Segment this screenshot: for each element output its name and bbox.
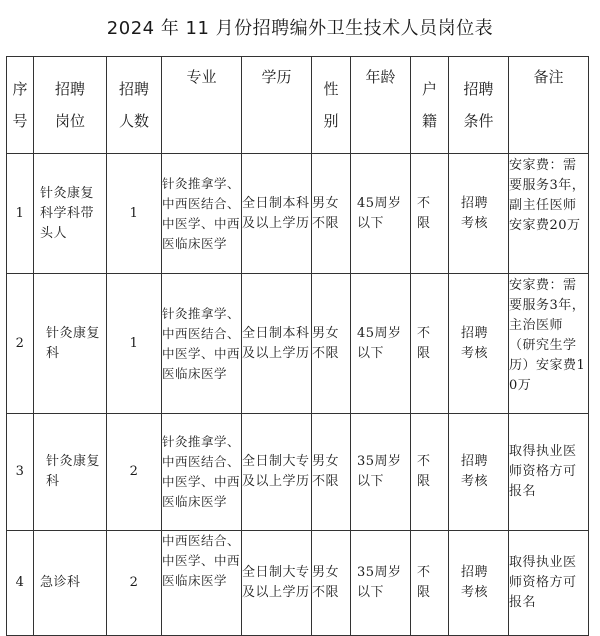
table-row — [7, 531, 589, 636]
row-method: 招聘考核 — [449, 154, 509, 274]
header-method: 招聘条件 — [449, 57, 509, 154]
header-remarks: 备注 — [509, 57, 589, 154]
row-major: 针灸推拿学、中西医结合、中医学、中西医临床医学 — [162, 274, 242, 414]
row-count: 2 — [107, 414, 162, 531]
row-count: 1 — [107, 154, 162, 274]
row-seq: 2 — [7, 274, 34, 414]
row-major: 针灸推拿学、中西医结合、中医学、中西医临床医学 — [162, 414, 242, 531]
row-method: 招聘考核 — [449, 414, 509, 531]
row-major: 针灸推拿学、中西医结合、中医学、中西医临床医学 — [162, 154, 242, 274]
row-education: 全日制本科及以上学历 — [242, 154, 312, 274]
row-education: 全日制大专及以上学历 — [242, 531, 312, 636]
header-seq: 序号 — [7, 57, 34, 154]
row-count: 1 — [107, 274, 162, 414]
row-age: 35周岁以下 — [351, 414, 411, 531]
row-major: 中西医结合、中医学、中西医临床医学 — [162, 531, 242, 636]
header-major: 专业 — [162, 57, 242, 154]
header-position: 招聘岗位 — [34, 57, 107, 154]
table-row — [7, 414, 589, 531]
row-remarks: 安家费：需要服务3年，副主任医师安家费20万 — [509, 154, 589, 274]
row-remarks: 取得执业医师资格方可报名 — [509, 414, 589, 531]
row-gender: 男女不限 — [312, 274, 351, 414]
row-position: 针灸康复科 — [34, 414, 107, 531]
row-method: 招聘考核 — [449, 274, 509, 414]
header-row — [7, 57, 589, 154]
row-age: 35周岁以下 — [351, 531, 411, 636]
row-education: 全日制本科及以上学历 — [242, 274, 312, 414]
header-gender: 性别 — [312, 57, 351, 154]
row-age: 45周岁以下 — [351, 274, 411, 414]
row-seq: 4 — [7, 531, 34, 636]
row-education: 全日制大专及以上学历 — [242, 414, 312, 531]
table-row — [7, 274, 589, 414]
header-education: 学历 — [242, 57, 312, 154]
row-hukou: 不限 — [411, 531, 449, 636]
row-method: 招聘考核 — [449, 531, 509, 636]
row-position: 针灸康复科 — [34, 274, 107, 414]
row-hukou: 不限 — [411, 154, 449, 274]
header-age: 年龄 — [351, 57, 411, 154]
row-count: 2 — [107, 531, 162, 636]
row-remarks: 安家费：需要服务3年，主治医师（研究生学历）安家费10万 — [509, 274, 589, 414]
row-gender: 男女不限 — [312, 154, 351, 274]
table-row — [7, 154, 589, 274]
row-hukou: 不限 — [411, 414, 449, 531]
row-position: 针灸康复科学科带头人 — [34, 154, 107, 274]
header-hukou: 户籍 — [411, 57, 449, 154]
row-hukou: 不限 — [411, 274, 449, 414]
row-age: 45周岁以下 — [351, 154, 411, 274]
page-title: 2024 年 11 月份招聘编外卫生技术人员岗位表 — [106, 18, 494, 39]
positions-table — [6, 56, 589, 636]
row-position: 急诊科 — [34, 531, 107, 636]
row-gender: 男女不限 — [312, 414, 351, 531]
row-gender: 男女不限 — [312, 531, 351, 636]
row-remarks: 取得执业医师资格方可报名 — [509, 531, 589, 636]
header-count: 招聘人数 — [107, 57, 162, 154]
row-seq: 1 — [7, 154, 34, 274]
row-seq: 3 — [7, 414, 34, 531]
